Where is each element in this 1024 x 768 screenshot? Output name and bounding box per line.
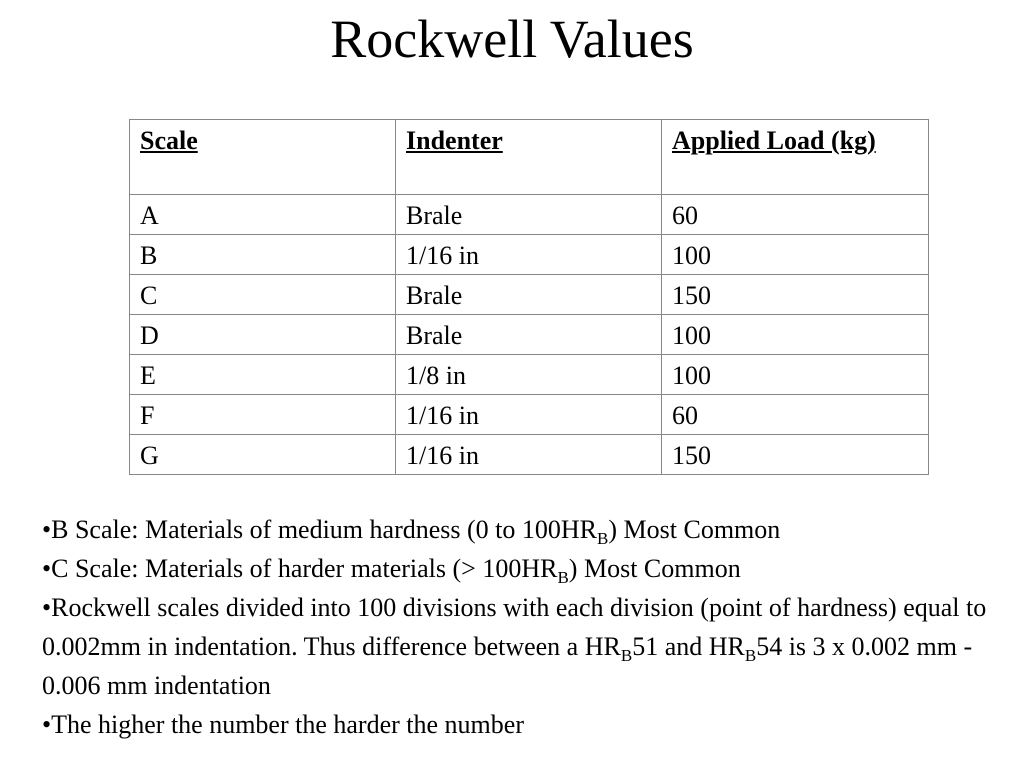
cell-indenter: 1/16 in: [396, 435, 662, 475]
cell-load: 100: [662, 315, 929, 355]
table-row: [130, 395, 929, 435]
cell-load: 100: [662, 355, 929, 395]
header-label: Applied Load (kg): [672, 126, 876, 155]
bullet-c-scale: [42, 549, 1012, 588]
slide-title: Rockwell Values: [330, 9, 694, 69]
table-row: [130, 315, 929, 355]
table-header-row: [130, 120, 929, 195]
cell-scale: A: [130, 195, 396, 235]
cell-scale: E: [130, 355, 396, 395]
cell-scale: D: [130, 315, 396, 355]
cell-scale: B: [130, 235, 396, 275]
cell-load: 60: [662, 195, 929, 235]
table-row: [130, 355, 929, 395]
cell-indenter: Brale: [396, 195, 662, 235]
text: •B Scale: Materials of medium hardness (0 to 100HR: [42, 515, 598, 544]
cell-load: 100: [662, 235, 929, 275]
cell-scale: C: [130, 275, 396, 315]
header-label: Scale: [140, 126, 198, 155]
subscript: B: [620, 646, 633, 665]
header-indenter: [396, 120, 662, 195]
cell-load: 60: [662, 395, 929, 435]
cell-scale: G: [130, 435, 396, 475]
header-label: Indenter: [406, 126, 503, 155]
text: •C Scale: Materials of harder materials (> 100HR: [42, 554, 558, 583]
bullet-divisions: [42, 588, 1012, 705]
cell-load: 150: [662, 435, 929, 475]
cell-indenter: 1/16 in: [396, 395, 662, 435]
text: 54 is 3 x 0.002 mm - 0.006 mm indentation: [42, 632, 973, 700]
cell-indenter: Brale: [396, 315, 662, 355]
subscript: B: [597, 529, 609, 548]
table-row: [130, 435, 929, 475]
text: ) Most Common: [608, 515, 781, 544]
header-applied-load: [662, 120, 929, 195]
subscript: B: [744, 646, 757, 665]
cell-scale: F: [130, 395, 396, 435]
subscript: B: [557, 568, 569, 587]
text: •The higher the number the harder the number: [42, 710, 524, 739]
text: 51 and HR: [632, 632, 745, 661]
rockwell-table: [129, 119, 929, 475]
cell-load: 150: [662, 275, 929, 315]
table-row: [130, 235, 929, 275]
bullet-b-scale: [42, 510, 1012, 549]
text: •Rockwell scales divided into 100 divisions with each division (point of hardness) equal to 0.002mm in indentation. Thus difference between a HR: [42, 593, 987, 661]
header-scale: [130, 120, 396, 195]
cell-indenter: 1/8 in: [396, 355, 662, 395]
bullet-list: [42, 510, 1012, 744]
table-row: [130, 275, 929, 315]
cell-indenter: 1/16 in: [396, 235, 662, 275]
text: ) Most Common: [568, 554, 741, 583]
bullet-higher-number: [42, 705, 1012, 744]
table-row: [130, 195, 929, 235]
cell-indenter: Brale: [396, 275, 662, 315]
